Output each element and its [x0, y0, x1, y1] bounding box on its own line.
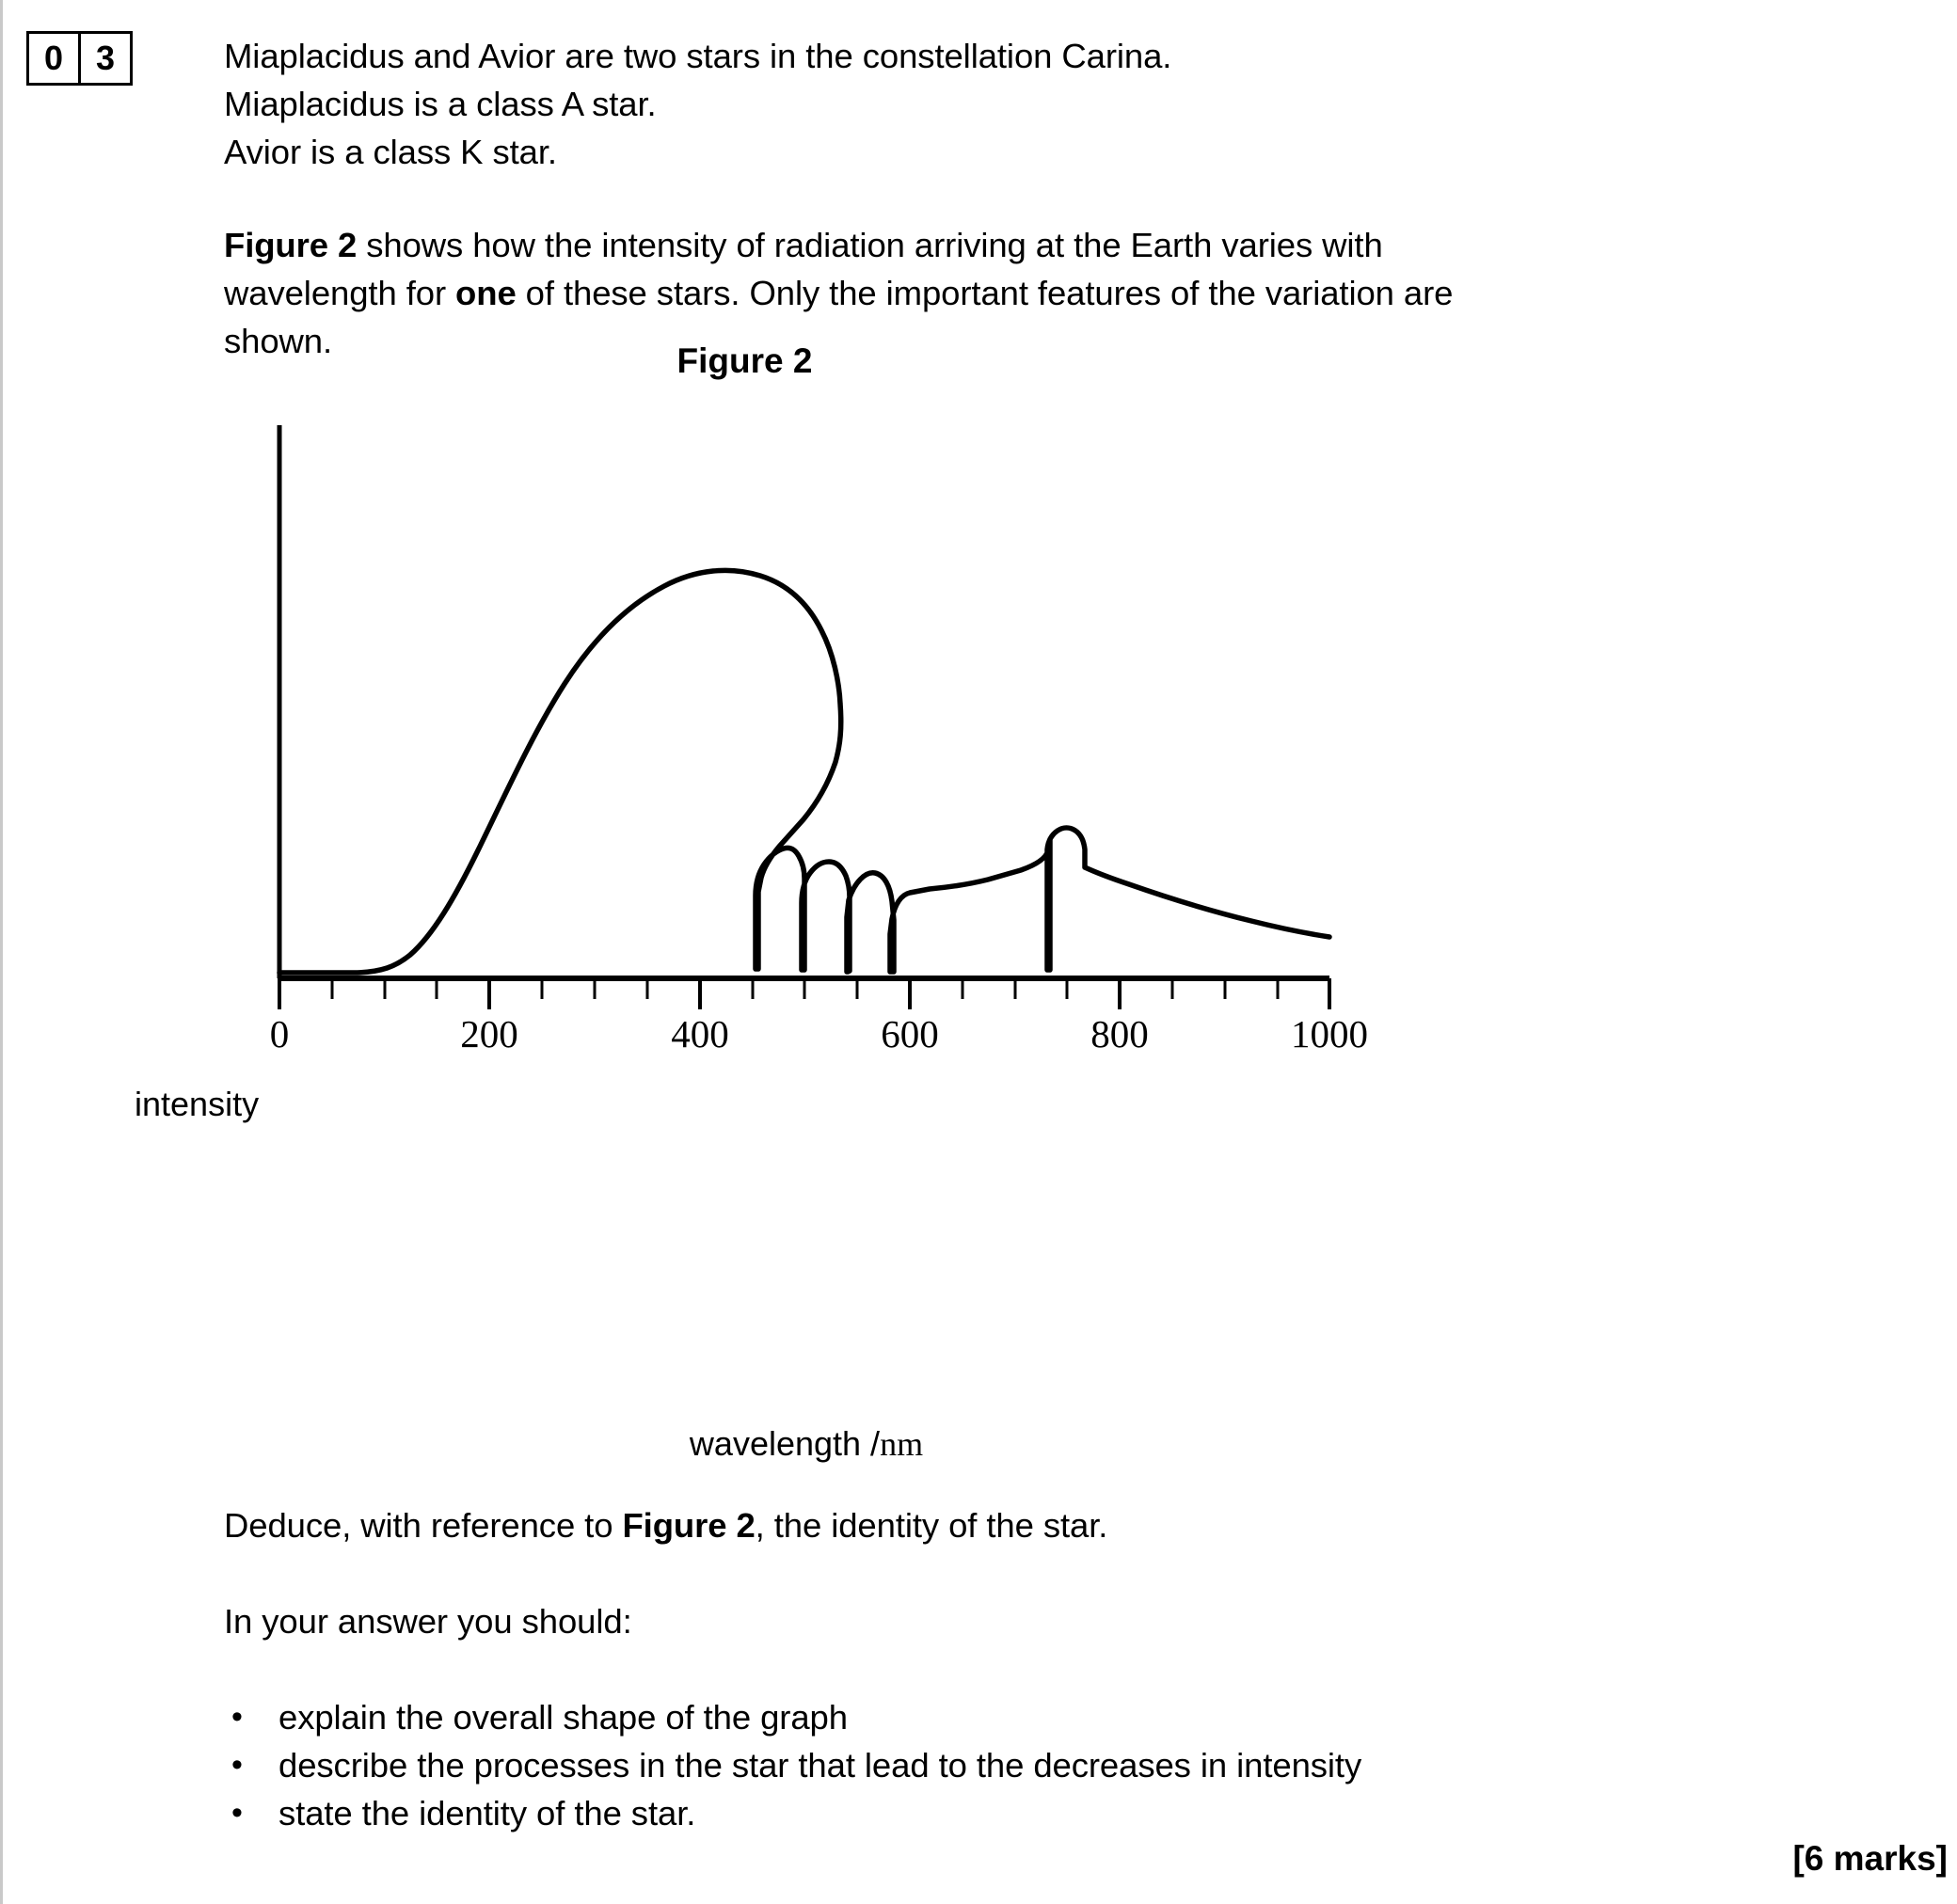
x-tick-label-400: 400 [671, 1012, 729, 1055]
deduce-figure-ref: Figure 2 [622, 1506, 756, 1545]
marks-allocation: [6 marks] [1792, 1839, 1948, 1878]
intro-line-2: Miaplacidus is a class A star. [224, 85, 657, 123]
deduce-part-1: Deduce, with reference to [224, 1506, 623, 1545]
figure-ref-bold: Figure 2 [224, 225, 358, 264]
x-tick-label-800: 800 [1090, 1012, 1149, 1055]
list-item: • state the identity of the star. [224, 1789, 1880, 1837]
intro-paragraph [224, 32, 1541, 176]
x-tick-label-200: 200 [460, 1012, 518, 1055]
x-axis-label [0, 1424, 1613, 1464]
spacer-2 [224, 1645, 1880, 1693]
x-axis-label-text: wavelength / [689, 1424, 881, 1463]
question-number-digit-2: 3 [78, 31, 133, 86]
question-prompt [224, 1501, 1880, 1837]
list-item: • explain the overall shape of the graph [224, 1693, 1880, 1741]
x-tick-label-600: 600 [881, 1012, 939, 1055]
deduce-line [224, 1501, 1880, 1549]
answer-requirements-list [224, 1693, 1880, 1837]
x-axis-ticks [279, 978, 1329, 1009]
x-tick-label-1000: 1000 [1291, 1012, 1368, 1055]
intro-line-1: Miaplacidus and Avior are two stars in the constellation Carina. [224, 37, 1172, 75]
figure-intro-part2: of these stars. Only the important features of the variation are shown. [224, 273, 1454, 360]
figure-caption: Figure 2 [676, 341, 813, 380]
question-number-box [26, 31, 133, 86]
figure-intro-part1: shows how the intensity of radiation arriving at the Earth varies with wavelength for [224, 225, 1383, 312]
deduce-part-2: , the identity of the star. [755, 1506, 1108, 1545]
figure-2-chart [0, 405, 1957, 1477]
spectrum-plot-svg [0, 405, 1957, 1477]
list-item: • describe the processes in the star that lead to the decreases in intensity [224, 1741, 1880, 1789]
question-number-digit-1: 0 [26, 31, 81, 86]
figure-one-bold: one [455, 273, 517, 312]
spacer-1 [224, 1549, 1880, 1597]
spectrum-curve [279, 570, 1329, 973]
y-axis-label: intensity [135, 1085, 260, 1123]
x-axis-label-unit: nm [880, 1425, 924, 1463]
instruction-line: In your answer you should: [224, 1602, 632, 1641]
x-tick-label-0: 0 [269, 1012, 290, 1055]
intro-line-3: Avior is a class K star. [224, 133, 557, 171]
